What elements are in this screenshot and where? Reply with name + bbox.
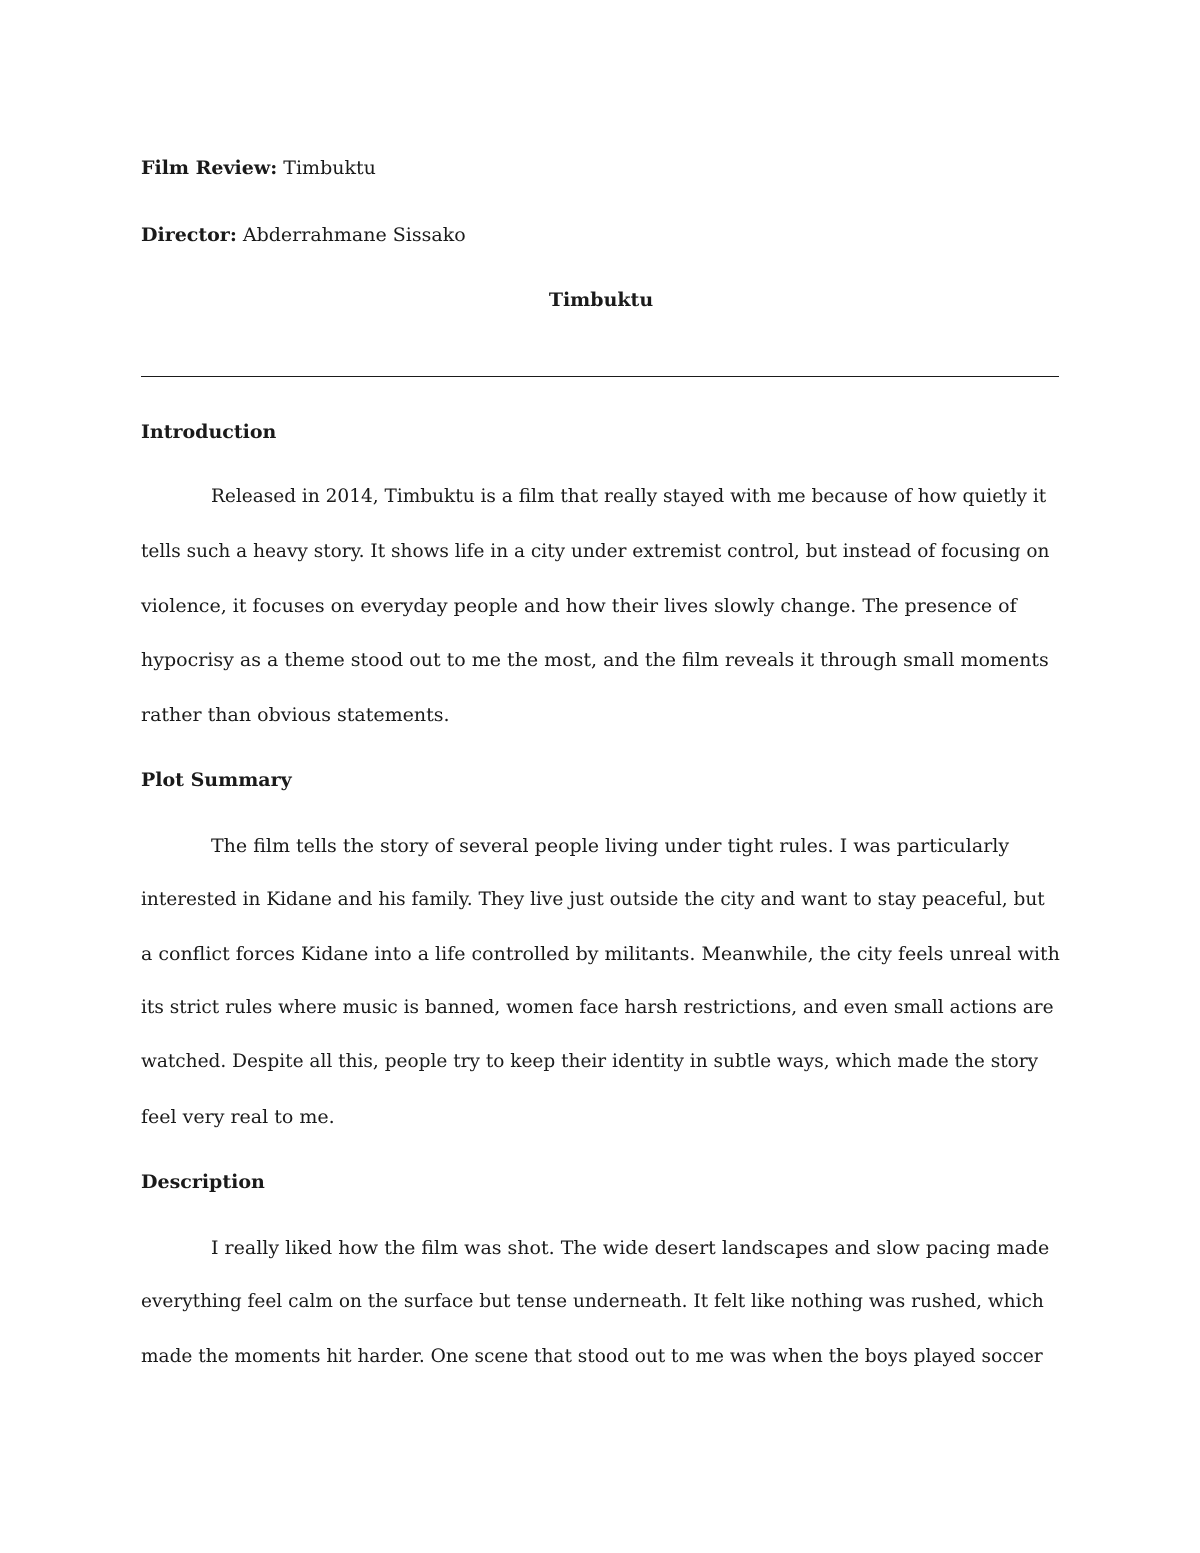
director-value: Abderrahmane Sissako — [242, 224, 466, 246]
paragraph-line: rather than obvious statements. — [141, 704, 450, 726]
paragraph-line: I really liked how the film was shot. The wide desert landscapes and slow pacing made — [211, 1237, 1050, 1259]
director-label: Director: — [141, 224, 237, 246]
paragraph-line: The film tells the story of several people living under tight rules. I was particularly — [211, 835, 1010, 857]
paragraph-line: Released in 2014, Timbuktu is a film that really stayed with me because of how quietly it — [211, 486, 1047, 507]
paragraph-line: its strict rules where music is banned, women face harsh restrictions, and even small actions are — [141, 997, 1054, 1018]
film-review-label: Film Review: — [141, 157, 278, 179]
film-review-value: Timbuktu — [283, 157, 376, 179]
paragraph-line: violence, it focuses on everyday people and how their lives slowly change. The presence of — [141, 595, 1017, 617]
document-title: Timbuktu — [548, 289, 654, 311]
plot-summary-heading: Plot Summary — [141, 769, 292, 791]
horizontal-divider — [141, 376, 1059, 377]
paragraph-line: watched. Despite all this, people try to keep their identity in subtle ways, which made the story — [141, 1051, 1039, 1072]
paragraph-line: interested in Kidane and his family. They live just outside the city and want to stay peaceful, but — [141, 889, 1045, 910]
paragraph-line: tells such a heavy story. It shows life in a city under extremist control, but instead of focusing on — [141, 541, 1050, 562]
film-review-line — [141, 154, 1061, 182]
paragraph-line: hypocrisy as a theme stood out to me the most, and the film reveals it through small moments — [141, 649, 1049, 671]
paragraph-line: made the moments hit harder. One scene that stood out to me was when the boys played soccer — [141, 1346, 1043, 1367]
paragraph-line: everything feel calm on the surface but tense underneath. It felt like nothing was rushed, which — [141, 1291, 1044, 1312]
paragraph-line: a conflict forces Kidane into a life controlled by militants. Meanwhile, the city feels unreal with — [141, 943, 1060, 965]
director-line — [141, 221, 1061, 249]
introduction-heading: Introduction — [141, 421, 277, 443]
description-heading: Description — [141, 1171, 265, 1193]
paragraph-line: feel very real to me. — [141, 1106, 335, 1128]
